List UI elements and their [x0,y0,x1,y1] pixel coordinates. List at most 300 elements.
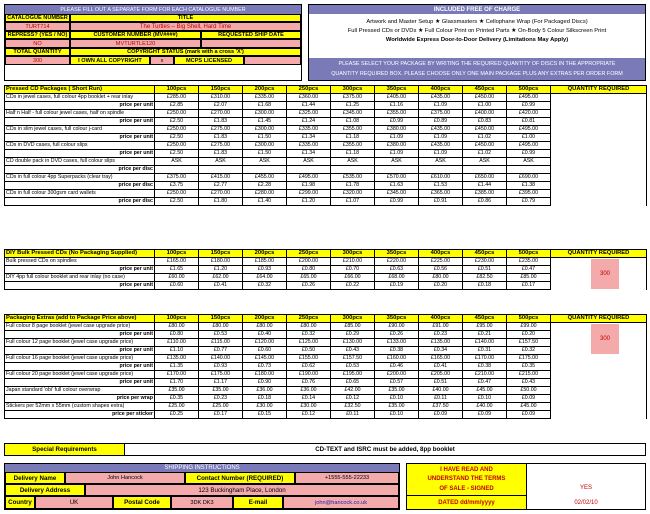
price-cell: £0.53 [331,363,375,371]
price-cell: £1.25 [331,102,375,110]
price-cell: £299.00 [287,190,331,198]
shipping-instructions [4,463,400,510]
price-cell: £0.15 [243,411,287,419]
package-row [5,158,647,166]
price-cell: £25.00 [199,403,243,411]
price-cell: £395.00 [507,190,551,198]
terms-signature [406,463,646,510]
price-cell: £435.00 [419,142,463,150]
price-cell: £125.00 [287,339,331,347]
delivery-address-label: Delivery Address [5,484,85,496]
price-cell: £91.00 [419,323,463,331]
quantity-required-cell[interactable] [551,363,647,371]
price-cell: £155.00 [287,355,331,363]
price-cell: £0.26 [287,282,331,290]
price-cell: £1.83 [199,118,243,126]
price-cell: £0.99 [375,198,419,206]
price-cell: £535.00 [331,174,375,182]
price-per-unit-label: price per unit [5,331,155,339]
price-per-unit-row [5,347,647,355]
own-copyright-checkbox[interactable]: x [150,56,174,65]
price-cell: £45.00 [507,403,551,411]
quantity-required-cell[interactable] [551,182,647,190]
quantity-column-header: 150pcs [199,86,243,94]
price-cell: £115.00 [199,339,243,347]
price-cell: £2.28 [243,182,287,190]
price-cell: £335.00 [243,94,287,102]
price-cell: £0.12 [331,395,375,403]
terms-line-3: OF SALE - SIGNED [439,486,494,492]
price-cell: £225.00 [419,258,463,266]
price-cell: £32.50 [331,403,375,411]
quantity-column-header: 450pcs [463,315,507,323]
package-label: CD double pack in DVD cases, full colour slips [5,158,155,166]
price-cell: £690.00 [507,174,551,182]
price-cell: £495.00 [507,126,551,134]
quantity-required-cell[interactable] [551,379,647,387]
price-cell: £1.02 [463,150,507,158]
price-cell: £1.07 [331,198,375,206]
quantity-column-header: 500pcs [507,315,551,323]
price-cell: ASK [375,158,419,166]
quantity-required-cell[interactable] [551,102,647,110]
price-cell: £0.20 [419,282,463,290]
section-title: Pressed CD Packages ( Short Run) [5,86,155,94]
price-cell: £0.40 [243,331,287,339]
package-label: Full colour 12 page booklet (jewel case upgrade price) [5,339,155,347]
price-cell: £0.99 [375,118,419,126]
quantity-required-cell[interactable] [551,134,647,142]
quantity-required-cell[interactable] [551,118,647,126]
price-cell: £1.83 [199,150,243,158]
price-cell: £0.34 [419,347,463,355]
price-cell: £40.00 [463,403,507,411]
price-cell: ASK [155,158,199,166]
price-cell: £0.26 [375,331,419,339]
price-cell: £420.00 [507,110,551,118]
price-cell: £300.00 [243,142,287,150]
price-per-unit-label: price per unit [5,282,155,290]
price-cell [243,166,287,174]
quantity-required-header: QUANTITY REQUIRED [551,315,647,323]
price-cell: £0.09 [507,411,551,419]
price-per-unit-row [5,363,647,371]
package-label: Full colour 16 page booklet (jewel case upgrade price) [5,355,155,363]
price-cell: £1.44 [463,182,507,190]
ship-date-field[interactable] [201,39,301,48]
price-cell: £175.00 [199,371,243,379]
package-row [5,274,647,282]
price-cell: £2.77 [199,182,243,190]
country-label: Country [5,496,35,509]
mcps-licensed-checkbox[interactable] [244,56,301,65]
price-cell: £435.00 [419,94,463,102]
price-per-unit-label: price per unit [5,266,155,274]
price-cell: £1.50 [243,150,287,158]
country-field[interactable]: UK [35,496,113,509]
price-cell: £35.00 [375,403,419,411]
price-cell: £0.09 [507,395,551,403]
quantity-column-header: 400pcs [419,315,463,323]
quantity-required-cell[interactable] [551,411,647,419]
price-cell: £1.80 [199,198,243,206]
price-per-unit-row [5,395,647,403]
email-label: E-mail [233,496,283,509]
quantity-column-header: 150pcs [199,250,243,258]
price-cell: £1.09 [375,150,419,158]
price-cell: £0.09 [419,411,463,419]
price-cell: £3.75 [155,182,199,190]
price-cell: £0.20 [507,331,551,339]
price-cell: £110.00 [155,339,199,347]
repress-field[interactable]: NO [5,39,70,48]
price-cell: £0.41 [419,363,463,371]
price-cell: £0.65 [331,379,375,387]
package-label: CDs in jewel cases, full colour 4pp booklet + rear inlay [5,94,155,102]
price-cell: £50.00 [507,387,551,395]
price-cell: £0.50 [287,347,331,355]
price-cell: £1.50 [243,134,287,142]
quantity-required-cell[interactable] [551,110,647,118]
section-header-row [5,315,647,323]
price-cell: £0.81 [507,118,551,126]
price-cell: £380.00 [375,126,419,134]
price-per-unit-row [5,118,647,126]
price-cell: £1.38 [507,182,551,190]
price-cell: £250.00 [155,126,199,134]
quantity-required-cell[interactable] [551,371,647,379]
price-cell: £0.89 [419,118,463,126]
price-cell: £355.00 [331,142,375,150]
price-cell: £157.50 [507,339,551,347]
price-cell: ASK [331,158,375,166]
price-cell: £30.00 [243,403,287,411]
price-per-unit-label: price per unit [5,118,155,126]
quantity-required-cell[interactable] [551,142,647,150]
price-cell: ASK [507,158,551,166]
package-row [5,190,647,198]
quantity-required-cell[interactable] [551,126,647,134]
price-cell: £1.70 [155,379,199,387]
price-cell: £40.00 [419,387,463,395]
quantity-required-cell[interactable] [551,198,647,206]
price-cell: £0.32 [243,282,287,290]
price-cell: ASK [199,158,243,166]
price-cell: £0.99 [507,102,551,110]
price-cell: £0.35 [155,395,199,403]
extras-quantity-field[interactable]: 300 [591,324,619,354]
price-cell: £0.43 [331,347,375,355]
price-cell: £270.00 [199,190,243,198]
price-per-unit-label: price per sticker [5,411,155,419]
section-header-row [5,86,647,94]
dated-label: DATED dd/mm/yyyy [407,496,527,509]
mcps-licensed-label: MCPS LICENSED [174,56,244,65]
price-cell: £235.00 [507,258,551,266]
package-label: CDs in full colour 300gsm card wallets [5,190,155,198]
postal-code-field[interactable]: 3DK DK3 [171,496,233,509]
quantity-column-header: 300pcs [331,250,375,258]
price-cell: £200.00 [375,371,419,379]
order-header-form [4,4,302,81]
price-cell: £0.38 [375,347,419,355]
price-cell: £0.77 [199,347,243,355]
price-cell: £0.53 [199,331,243,339]
package-row [5,355,647,363]
price-cell: £495.00 [287,174,331,182]
included-line-3: Worldwide Express Door-to-Door Delivery (Limitations May Apply) [385,36,569,43]
price-per-unit-label: price per wrap [5,395,155,403]
price-cell: £1.09 [419,150,463,158]
price-cell: £140.00 [463,339,507,347]
price-cell: £82.50 [463,274,507,282]
price-cell: £0.22 [331,282,375,290]
form-banner: PLEASE FILL OUT A SEPARATE FORM FOR EACH CATALOGUE NUMBER [5,5,301,14]
price-cell: £0.80 [155,331,199,339]
price-cell: £1.40 [243,198,287,206]
price-cell: £0.21 [463,331,507,339]
price-cell: £0.51 [463,266,507,274]
price-cell: £450.00 [463,126,507,134]
quantity-required-cell[interactable] [551,150,647,158]
delivery-name-label: Delivery Name [5,472,65,484]
package-label: Japan standard 'obi' full colour overwrap [5,387,155,395]
price-cell: £0.62 [287,363,331,371]
contact-number-field[interactable]: +1555-555-22233 [295,472,399,484]
price-cell: £0.60 [243,347,287,355]
price-cell [463,166,507,174]
price-per-unit-row [5,411,647,419]
price-cell: £1.78 [331,182,375,190]
quantity-column-header: 250pcs [287,315,331,323]
quantity-column-header: 300pcs [331,315,375,323]
quantity-column-header: 400pcs [419,250,463,258]
repress-label: REPRESS? (YES / NO) [5,31,70,39]
price-cell: £1.34 [287,150,331,158]
price-cell: £64.00 [243,274,287,282]
price-cell: £0.46 [375,363,419,371]
price-cell: £165.00 [155,258,199,266]
price-cell: £250.00 [155,190,199,198]
price-cell: £335.00 [287,126,331,134]
price-cell: £0.83 [463,118,507,126]
price-cell: £300.00 [243,126,287,134]
price-cell: £1.24 [287,118,331,126]
price-cell: £275.00 [199,142,243,150]
price-cell: £0.25 [155,411,199,419]
price-cell: £1.20 [199,266,243,274]
price-cell: £0.17 [507,282,551,290]
quantity-required-cell[interactable] [551,158,647,166]
price-cell: £35.00 [375,387,419,395]
price-cell: £0.70 [331,266,375,274]
quantity-column-header: 350pcs [375,315,419,323]
quantity-required-cell[interactable] [551,387,647,395]
package-row [5,323,647,331]
price-cell: £325.00 [287,110,331,118]
price-cell: £0.19 [375,282,419,290]
price-cell: £80.00 [419,274,463,282]
shipping-title: SHIPPING INSTRUCTIONS [5,464,399,472]
price-cell: £230.00 [463,258,507,266]
quantity-required-cell[interactable] [551,94,647,102]
email-field[interactable]: john@hancock.co.uk [283,496,399,509]
quantity-required-cell[interactable] [551,355,647,363]
price-cell: £210.00 [331,258,375,266]
price-cell: £180.00 [199,258,243,266]
quantity-column-header: 250pcs [287,250,331,258]
price-cell: £0.90 [243,379,287,387]
price-per-unit-row [5,134,647,142]
price-cell: £1.20 [287,198,331,206]
price-cell: £0.23 [199,395,243,403]
quantity-required-cell[interactable] [551,174,647,182]
price-cell: £0.56 [419,266,463,274]
price-cell: £30.00 [287,403,331,411]
total-quantity-field[interactable]: 300 [5,56,70,65]
price-cell: £135.00 [155,355,199,363]
price-cell: £495.00 [507,142,551,150]
price-cell: £0.14 [287,395,331,403]
price-cell: £0.93 [243,266,287,274]
title-label: TITLE [70,14,301,22]
delivery-name-field[interactable]: John Hancock [65,472,185,484]
price-cell: £355.00 [331,126,375,134]
price-cell: ASK [243,158,287,166]
included-line-1: Artwork and Master Setup ★ Glassmasters ★ Cellophane Wrap (For Packaged Discs) [366,18,588,25]
price-cell: £68.00 [375,274,419,282]
customer-number-field[interactable]: MVTURTLE120 [70,39,201,48]
price-cell: £1.00 [507,134,551,142]
price-cell: £0.93 [199,363,243,371]
price-cell: £36.00 [287,387,331,395]
diy-quantity-field[interactable]: 300 [591,259,619,289]
price-cell: £0.09 [463,411,507,419]
package-label: CDs in slim jewel cases, full colour j-card [5,126,155,134]
price-cell: £0.17 [199,411,243,419]
package-label: Bulk pressed CDs on spindles [5,258,155,266]
price-cell: £0.80 [287,266,331,274]
price-per-unit-row [5,150,647,158]
price-per-unit-label: price per unit [5,102,155,110]
package-row [5,403,647,411]
package-row [5,371,647,379]
quantity-required-cell[interactable] [551,190,647,198]
quantity-required-cell[interactable] [551,166,647,174]
price-cell: £0.12 [287,411,331,419]
catalogue-number-field[interactable]: TURT714 [5,22,70,31]
price-cell: ASK [463,158,507,166]
price-cell: £320.00 [331,190,375,198]
delivery-address-field[interactable]: 123 Buckingham Place, London [85,484,399,496]
price-cell: £285.00 [155,94,199,102]
quantity-required-cell[interactable] [551,395,647,403]
price-cell: £85.00 [331,323,375,331]
price-cell: £1.53 [419,182,463,190]
price-cell: £42.00 [331,387,375,395]
price-cell: £345.00 [375,190,419,198]
price-cell: £0.76 [287,379,331,387]
price-cell: £0.41 [199,282,243,290]
package-row [5,142,647,150]
price-cell: £1.44 [287,102,331,110]
price-cell: £435.00 [419,126,463,134]
price-cell: £0.47 [463,379,507,387]
section-title: Packaging Extras (add to Package Price above) [5,315,155,323]
price-cell: £190.00 [287,371,331,379]
quantity-column-header: 100pcs [155,86,199,94]
package-row [5,174,647,182]
price-cell: £205.00 [419,371,463,379]
price-per-unit-label: price per disc [5,166,155,174]
special-requirements-field[interactable]: CD-TEXT and ISRC must be added, 8pp booklet [315,446,455,453]
price-cell: £1.08 [331,118,375,126]
package-label: Full colour 8 page booklet (jewel case upgrade price) [5,323,155,331]
price-cell: £1.34 [287,134,331,142]
price-cell: £99.00 [507,323,551,331]
price-cell: £0.18 [463,282,507,290]
special-requirements-label: Special Requirements [5,444,125,455]
price-cell: £2.50 [155,118,199,126]
included-free-title: INCLUDED FREE OF CHARGE [309,5,645,14]
package-row [5,94,647,102]
price-cell: £80.00 [155,323,199,331]
price-cell: £66.00 [331,274,375,282]
price-cell: £0.51 [419,379,463,387]
dated-field[interactable]: 02/02/10 [574,499,598,506]
quantity-column-header: 100pcs [155,250,199,258]
price-cell: £0.10 [463,395,507,403]
package-row [5,258,647,266]
price-cell: £345.00 [331,110,375,118]
price-cell: £210.00 [463,371,507,379]
catalogue-number-label: CATALOGUE NUMBER [5,14,70,22]
price-per-unit-label: price per unit [5,363,155,371]
price-cell: £35.00 [199,387,243,395]
price-cell: £90.00 [375,323,419,331]
price-cell: £1.02 [463,134,507,142]
price-cell: £0.10 [375,395,419,403]
package-label: Half n Half - full colour jewel cases, half on spindle [5,110,155,118]
price-per-unit-label: price per unit [5,150,155,158]
price-cell: £0.18 [243,395,287,403]
quantity-required-header: QUANTITY REQUIRED [551,250,647,258]
quantity-column-header: 200pcs [243,250,287,258]
price-cell: £455.00 [243,174,287,182]
price-cell: £60.00 [155,274,199,282]
price-cell: £0.35 [507,363,551,371]
price-cell: £570.00 [375,174,419,182]
quantity-required-cell[interactable] [551,403,647,411]
included-line-2: Full Pressed CDs or DVDs ★ Full Colour Print on Printed Parts ★ On-Body 5 Colour Silkscreen Print [347,27,607,34]
price-cell: £450.00 [463,94,507,102]
package-label: CDs in DVD cases, full colour slips [5,142,155,150]
terms-signed-field[interactable]: YES [579,485,592,491]
quantity-column-header: 300pcs [331,86,375,94]
title-field[interactable]: The Turtles – Big Shell, Hard Time [70,22,301,31]
price-cell: £215.00 [507,371,551,379]
price-cell: £1.63 [375,182,419,190]
price-cell: £1.16 [375,102,419,110]
price-cell: £1.09 [419,134,463,142]
instructions-note-line-2: QUANTITY REQUIRED BOX. PLEASE CHOOSE ONLY ONE MAIN PACKAGE PLUS ANY EXTRAS PER ORDER FORM [331,71,623,77]
price-cell: £360.00 [287,94,331,102]
price-cell: £200.00 [287,258,331,266]
postal-code-label: Postal Code [113,496,171,509]
price-cell: £1.10 [155,347,199,355]
quantity-column-header: 200pcs [243,86,287,94]
price-cell: £380.00 [375,142,419,150]
